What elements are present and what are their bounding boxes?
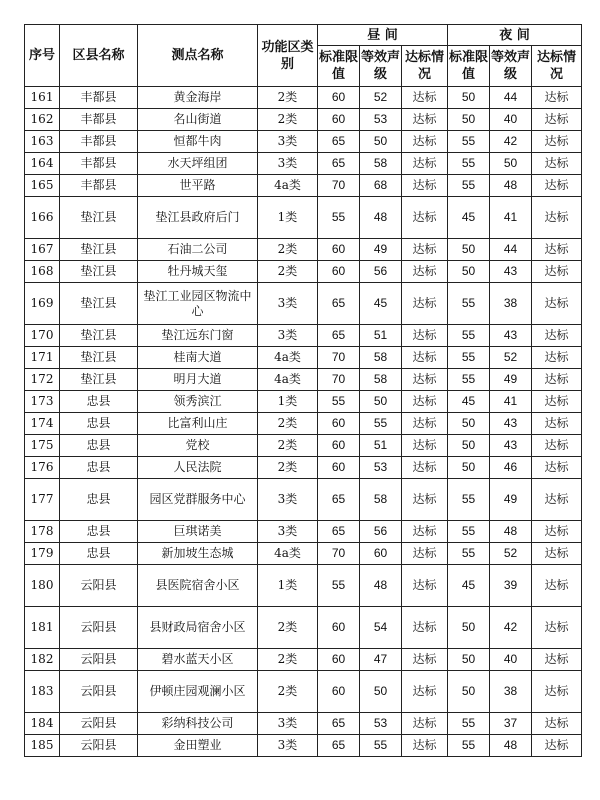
night-level-cell: 48 bbox=[490, 521, 532, 543]
table-row bbox=[25, 413, 582, 435]
table-row bbox=[25, 607, 582, 649]
night-limit-cell: 50 bbox=[448, 457, 490, 479]
day-limit-cell: 60 bbox=[318, 87, 360, 109]
night-limit-cell: 55 bbox=[448, 369, 490, 391]
night-level-cell: 40 bbox=[490, 109, 532, 131]
county-name-cell: 丰都县 bbox=[60, 175, 138, 197]
night-status-cell: 达标 bbox=[532, 131, 582, 153]
zone-type-cell: 2类 bbox=[258, 239, 318, 261]
zone-type-cell: 3类 bbox=[258, 479, 318, 521]
row-index-cell: 185 bbox=[25, 735, 60, 757]
night-level-cell: 38 bbox=[490, 671, 532, 713]
night-limit-cell: 50 bbox=[448, 671, 490, 713]
day-level-cell: 50 bbox=[360, 131, 402, 153]
day-status-cell: 达标 bbox=[402, 131, 448, 153]
night-status-cell: 达标 bbox=[532, 239, 582, 261]
row-index-cell: 176 bbox=[25, 457, 60, 479]
night-limit-cell: 55 bbox=[448, 713, 490, 735]
night-level-cell: 41 bbox=[490, 391, 532, 413]
zone-type-cell: 2类 bbox=[258, 649, 318, 671]
county-name-cell: 忠县 bbox=[60, 435, 138, 457]
row-index-cell: 167 bbox=[25, 239, 60, 261]
site-name-cell: 巨琪诺美 bbox=[138, 521, 258, 543]
zone-type-cell: 1类 bbox=[258, 565, 318, 607]
night-level-cell: 46 bbox=[490, 457, 532, 479]
night-status-cell: 达标 bbox=[532, 457, 582, 479]
site-name-cell: 桂南大道 bbox=[138, 347, 258, 369]
night-limit-cell: 55 bbox=[448, 175, 490, 197]
zone-type-cell: 2类 bbox=[258, 413, 318, 435]
day-limit-cell: 60 bbox=[318, 109, 360, 131]
day-limit-cell: 70 bbox=[318, 369, 360, 391]
day-limit-cell: 65 bbox=[318, 521, 360, 543]
noise-monitoring-table bbox=[24, 24, 582, 757]
night-limit-cell: 50 bbox=[448, 435, 490, 457]
site-name-cell: 垫江工业园区物流中心 bbox=[138, 283, 258, 325]
day-limit-cell: 60 bbox=[318, 607, 360, 649]
day-limit-cell: 65 bbox=[318, 283, 360, 325]
night-limit-cell: 50 bbox=[448, 649, 490, 671]
table-header bbox=[25, 25, 582, 87]
day-level-cell: 68 bbox=[360, 175, 402, 197]
county-name-cell: 忠县 bbox=[60, 521, 138, 543]
county-name-cell: 垫江县 bbox=[60, 369, 138, 391]
county-name-cell: 垫江县 bbox=[60, 261, 138, 283]
county-name-cell: 丰都县 bbox=[60, 109, 138, 131]
site-name-cell: 世平路 bbox=[138, 175, 258, 197]
table-row bbox=[25, 153, 582, 175]
day-level-cell: 58 bbox=[360, 479, 402, 521]
day-status-cell: 达标 bbox=[402, 261, 448, 283]
row-index-cell: 179 bbox=[25, 543, 60, 565]
site-name-cell: 比富利山庄 bbox=[138, 413, 258, 435]
row-index-cell: 168 bbox=[25, 261, 60, 283]
site-name-cell: 金田塑业 bbox=[138, 735, 258, 757]
header-day bbox=[318, 25, 448, 46]
header-index: 序号 bbox=[25, 25, 60, 87]
table-row bbox=[25, 671, 582, 713]
day-level-cell: 50 bbox=[360, 391, 402, 413]
table-row bbox=[25, 369, 582, 391]
day-status-cell: 达标 bbox=[402, 543, 448, 565]
day-level-cell: 53 bbox=[360, 713, 402, 735]
day-limit-cell: 60 bbox=[318, 413, 360, 435]
night-limit-cell: 55 bbox=[448, 543, 490, 565]
night-limit-cell: 55 bbox=[448, 479, 490, 521]
table-row bbox=[25, 713, 582, 735]
table-row bbox=[25, 565, 582, 607]
day-level-cell: 58 bbox=[360, 347, 402, 369]
day-status-cell: 达标 bbox=[402, 197, 448, 239]
night-level-cell: 42 bbox=[490, 131, 532, 153]
row-index-cell: 166 bbox=[25, 197, 60, 239]
day-level-cell: 45 bbox=[360, 283, 402, 325]
site-name-cell: 明月大道 bbox=[138, 369, 258, 391]
day-level-cell: 56 bbox=[360, 261, 402, 283]
night-level-cell: 52 bbox=[490, 347, 532, 369]
night-status-cell: 达标 bbox=[532, 261, 582, 283]
row-index-cell: 170 bbox=[25, 325, 60, 347]
table-row bbox=[25, 261, 582, 283]
night-level-cell: 48 bbox=[490, 735, 532, 757]
night-limit-cell: 45 bbox=[448, 197, 490, 239]
day-status-cell: 达标 bbox=[402, 109, 448, 131]
header-night bbox=[448, 25, 582, 46]
night-status-cell: 达标 bbox=[532, 649, 582, 671]
table-row bbox=[25, 649, 582, 671]
day-limit-cell: 65 bbox=[318, 131, 360, 153]
site-name-cell: 领秀滨江 bbox=[138, 391, 258, 413]
night-limit-cell: 50 bbox=[448, 239, 490, 261]
row-index-cell: 181 bbox=[25, 607, 60, 649]
site-name-cell: 水天坪组团 bbox=[138, 153, 258, 175]
zone-type-cell: 2类 bbox=[258, 671, 318, 713]
zone-type-cell: 4a类 bbox=[258, 347, 318, 369]
site-name-cell: 人民法院 bbox=[138, 457, 258, 479]
night-status-cell: 达标 bbox=[532, 347, 582, 369]
day-limit-cell: 60 bbox=[318, 239, 360, 261]
night-level-cell: 39 bbox=[490, 565, 532, 607]
night-limit-cell: 55 bbox=[448, 325, 490, 347]
day-level-cell: 60 bbox=[360, 543, 402, 565]
night-limit-cell: 55 bbox=[448, 521, 490, 543]
row-index-cell: 177 bbox=[25, 479, 60, 521]
table-row bbox=[25, 347, 582, 369]
night-status-cell: 达标 bbox=[532, 543, 582, 565]
zone-type-cell: 3类 bbox=[258, 521, 318, 543]
night-level-cell: 44 bbox=[490, 87, 532, 109]
table-row bbox=[25, 175, 582, 197]
day-level-cell: 53 bbox=[360, 109, 402, 131]
county-name-cell: 云阳县 bbox=[60, 565, 138, 607]
header-night-level: 等效声级 bbox=[490, 46, 532, 87]
county-name-cell: 云阳县 bbox=[60, 713, 138, 735]
county-name-cell: 垫江县 bbox=[60, 197, 138, 239]
day-level-cell: 55 bbox=[360, 735, 402, 757]
day-limit-cell: 65 bbox=[318, 325, 360, 347]
county-name-cell: 云阳县 bbox=[60, 735, 138, 757]
night-level-cell: 49 bbox=[490, 479, 532, 521]
row-index-cell: 169 bbox=[25, 283, 60, 325]
zone-type-cell: 2类 bbox=[258, 457, 318, 479]
table-row bbox=[25, 543, 582, 565]
table-row bbox=[25, 131, 582, 153]
day-limit-cell: 60 bbox=[318, 261, 360, 283]
zone-type-cell: 4a类 bbox=[258, 543, 318, 565]
day-status-cell: 达标 bbox=[402, 671, 448, 713]
night-level-cell: 52 bbox=[490, 543, 532, 565]
night-status-cell: 达标 bbox=[532, 479, 582, 521]
table-row bbox=[25, 283, 582, 325]
header-night-status: 达标情况 bbox=[532, 46, 582, 87]
day-level-cell: 49 bbox=[360, 239, 402, 261]
day-level-cell: 54 bbox=[360, 607, 402, 649]
night-level-cell: 43 bbox=[490, 413, 532, 435]
county-name-cell: 垫江县 bbox=[60, 325, 138, 347]
table-row bbox=[25, 87, 582, 109]
night-limit-cell: 50 bbox=[448, 109, 490, 131]
night-status-cell: 达标 bbox=[532, 369, 582, 391]
table-row bbox=[25, 479, 582, 521]
night-status-cell: 达标 bbox=[532, 607, 582, 649]
header-site: 测点名称 bbox=[138, 25, 258, 87]
site-name-cell: 石油二公司 bbox=[138, 239, 258, 261]
row-index-cell: 184 bbox=[25, 713, 60, 735]
table-row bbox=[25, 239, 582, 261]
day-limit-cell: 65 bbox=[318, 735, 360, 757]
zone-type-cell: 1类 bbox=[258, 197, 318, 239]
night-status-cell: 达标 bbox=[532, 175, 582, 197]
night-limit-cell: 55 bbox=[448, 153, 490, 175]
night-limit-cell: 55 bbox=[448, 131, 490, 153]
night-level-cell: 44 bbox=[490, 239, 532, 261]
table-body bbox=[25, 87, 582, 757]
row-index-cell: 180 bbox=[25, 565, 60, 607]
county-name-cell: 垫江县 bbox=[60, 239, 138, 261]
day-limit-cell: 70 bbox=[318, 543, 360, 565]
site-name-cell: 园区党群服务中心 bbox=[138, 479, 258, 521]
day-level-cell: 58 bbox=[360, 369, 402, 391]
day-limit-cell: 65 bbox=[318, 153, 360, 175]
county-name-cell: 云阳县 bbox=[60, 671, 138, 713]
night-status-cell: 达标 bbox=[532, 435, 582, 457]
night-limit-cell: 50 bbox=[448, 413, 490, 435]
day-limit-cell: 70 bbox=[318, 347, 360, 369]
night-status-cell: 达标 bbox=[532, 565, 582, 607]
day-level-cell: 55 bbox=[360, 413, 402, 435]
night-level-cell: 43 bbox=[490, 435, 532, 457]
night-level-cell: 42 bbox=[490, 607, 532, 649]
table-row bbox=[25, 109, 582, 131]
night-limit-cell: 45 bbox=[448, 391, 490, 413]
night-status-cell: 达标 bbox=[532, 521, 582, 543]
zone-type-cell: 4a类 bbox=[258, 175, 318, 197]
site-name-cell: 县财政局宿舍小区 bbox=[138, 607, 258, 649]
night-limit-cell: 50 bbox=[448, 607, 490, 649]
zone-type-cell: 2类 bbox=[258, 435, 318, 457]
day-status-cell: 达标 bbox=[402, 413, 448, 435]
night-level-cell: 43 bbox=[490, 325, 532, 347]
night-level-cell: 50 bbox=[490, 153, 532, 175]
header-night-limit: 标准限值 bbox=[448, 46, 490, 87]
day-status-cell: 达标 bbox=[402, 521, 448, 543]
zone-type-cell: 2类 bbox=[258, 109, 318, 131]
county-name-cell: 云阳县 bbox=[60, 607, 138, 649]
day-status-cell: 达标 bbox=[402, 283, 448, 325]
night-level-cell: 38 bbox=[490, 283, 532, 325]
night-status-cell: 达标 bbox=[532, 671, 582, 713]
night-limit-cell: 55 bbox=[448, 347, 490, 369]
row-index-cell: 172 bbox=[25, 369, 60, 391]
night-limit-cell: 50 bbox=[448, 261, 490, 283]
day-status-cell: 达标 bbox=[402, 369, 448, 391]
site-name-cell: 恒都牛肉 bbox=[138, 131, 258, 153]
day-limit-cell: 60 bbox=[318, 649, 360, 671]
night-status-cell: 达标 bbox=[532, 87, 582, 109]
night-limit-cell: 45 bbox=[448, 565, 490, 607]
night-level-cell: 37 bbox=[490, 713, 532, 735]
day-level-cell: 56 bbox=[360, 521, 402, 543]
day-status-cell: 达标 bbox=[402, 325, 448, 347]
night-status-cell: 达标 bbox=[532, 153, 582, 175]
row-index-cell: 183 bbox=[25, 671, 60, 713]
day-limit-cell: 60 bbox=[318, 435, 360, 457]
day-status-cell: 达标 bbox=[402, 735, 448, 757]
day-status-cell: 达标 bbox=[402, 239, 448, 261]
day-level-cell: 48 bbox=[360, 197, 402, 239]
county-name-cell: 丰都县 bbox=[60, 87, 138, 109]
night-status-cell: 达标 bbox=[532, 735, 582, 757]
night-status-cell: 达标 bbox=[532, 713, 582, 735]
zone-type-cell: 2类 bbox=[258, 607, 318, 649]
site-name-cell: 彩纳科技公司 bbox=[138, 713, 258, 735]
day-status-cell: 达标 bbox=[402, 565, 448, 607]
day-status-cell: 达标 bbox=[402, 347, 448, 369]
zone-type-cell: 4a类 bbox=[258, 369, 318, 391]
day-level-cell: 51 bbox=[360, 325, 402, 347]
day-limit-cell: 70 bbox=[318, 175, 360, 197]
site-name-cell: 垫江县政府后门 bbox=[138, 197, 258, 239]
day-status-cell: 达标 bbox=[402, 153, 448, 175]
night-limit-cell: 55 bbox=[448, 735, 490, 757]
site-name-cell: 县医院宿舍小区 bbox=[138, 565, 258, 607]
day-limit-cell: 65 bbox=[318, 479, 360, 521]
site-name-cell: 伊顿庄园观澜小区 bbox=[138, 671, 258, 713]
county-name-cell: 忠县 bbox=[60, 391, 138, 413]
row-index-cell: 165 bbox=[25, 175, 60, 197]
day-level-cell: 47 bbox=[360, 649, 402, 671]
day-status-cell: 达标 bbox=[402, 175, 448, 197]
day-status-cell: 达标 bbox=[402, 435, 448, 457]
zone-type-cell: 2类 bbox=[258, 87, 318, 109]
row-index-cell: 182 bbox=[25, 649, 60, 671]
table-row bbox=[25, 435, 582, 457]
county-name-cell: 忠县 bbox=[60, 479, 138, 521]
site-name-cell: 党校 bbox=[138, 435, 258, 457]
table-row bbox=[25, 325, 582, 347]
night-status-cell: 达标 bbox=[532, 391, 582, 413]
night-level-cell: 49 bbox=[490, 369, 532, 391]
day-status-cell: 达标 bbox=[402, 479, 448, 521]
day-level-cell: 52 bbox=[360, 87, 402, 109]
county-name-cell: 忠县 bbox=[60, 457, 138, 479]
row-index-cell: 163 bbox=[25, 131, 60, 153]
site-name-cell: 新加坡生态城 bbox=[138, 543, 258, 565]
night-limit-cell: 55 bbox=[448, 283, 490, 325]
zone-type-cell: 3类 bbox=[258, 153, 318, 175]
day-limit-cell: 55 bbox=[318, 565, 360, 607]
zone-type-cell: 3类 bbox=[258, 325, 318, 347]
zone-type-cell: 1类 bbox=[258, 391, 318, 413]
county-name-cell: 丰都县 bbox=[60, 131, 138, 153]
site-name-cell: 碧水蓝天小区 bbox=[138, 649, 258, 671]
county-name-cell: 云阳县 bbox=[60, 649, 138, 671]
day-limit-cell: 60 bbox=[318, 457, 360, 479]
table-row bbox=[25, 391, 582, 413]
site-name-cell: 垫江远东门窗 bbox=[138, 325, 258, 347]
county-name-cell: 忠县 bbox=[60, 413, 138, 435]
county-name-cell: 忠县 bbox=[60, 543, 138, 565]
day-status-cell: 达标 bbox=[402, 457, 448, 479]
county-name-cell: 垫江县 bbox=[60, 347, 138, 369]
county-name-cell: 垫江县 bbox=[60, 283, 138, 325]
header-day-label: 昼 间 bbox=[367, 27, 398, 43]
zone-type-cell: 3类 bbox=[258, 735, 318, 757]
header-night-label: 夜 间 bbox=[499, 27, 530, 43]
table-row bbox=[25, 457, 582, 479]
row-index-cell: 173 bbox=[25, 391, 60, 413]
site-name-cell: 黄金海岸 bbox=[138, 87, 258, 109]
row-index-cell: 164 bbox=[25, 153, 60, 175]
day-status-cell: 达标 bbox=[402, 607, 448, 649]
row-index-cell: 162 bbox=[25, 109, 60, 131]
day-status-cell: 达标 bbox=[402, 391, 448, 413]
table-row bbox=[25, 197, 582, 239]
zone-type-cell: 3类 bbox=[258, 713, 318, 735]
night-level-cell: 48 bbox=[490, 175, 532, 197]
day-level-cell: 50 bbox=[360, 671, 402, 713]
header-day-level: 等效声级 bbox=[360, 46, 402, 87]
row-index-cell: 171 bbox=[25, 347, 60, 369]
day-limit-cell: 55 bbox=[318, 391, 360, 413]
day-status-cell: 达标 bbox=[402, 87, 448, 109]
night-status-cell: 达标 bbox=[532, 109, 582, 131]
day-limit-cell: 55 bbox=[318, 197, 360, 239]
day-level-cell: 48 bbox=[360, 565, 402, 607]
day-limit-cell: 60 bbox=[318, 671, 360, 713]
night-status-cell: 达标 bbox=[532, 413, 582, 435]
night-status-cell: 达标 bbox=[532, 283, 582, 325]
day-status-cell: 达标 bbox=[402, 649, 448, 671]
zone-type-cell: 3类 bbox=[258, 283, 318, 325]
header-day-status: 达标情况 bbox=[402, 46, 448, 87]
site-name-cell: 名山街道 bbox=[138, 109, 258, 131]
site-name-cell: 牡丹城天玺 bbox=[138, 261, 258, 283]
night-status-cell: 达标 bbox=[532, 197, 582, 239]
night-level-cell: 41 bbox=[490, 197, 532, 239]
zone-type-cell: 3类 bbox=[258, 131, 318, 153]
table-row bbox=[25, 735, 582, 757]
row-index-cell: 174 bbox=[25, 413, 60, 435]
row-index-cell: 161 bbox=[25, 87, 60, 109]
header-zone-type: 功能区类别 bbox=[258, 25, 318, 87]
header-county: 区县名称 bbox=[60, 25, 138, 87]
zone-type-cell: 2类 bbox=[258, 261, 318, 283]
day-limit-cell: 65 bbox=[318, 713, 360, 735]
row-index-cell: 178 bbox=[25, 521, 60, 543]
night-limit-cell: 50 bbox=[448, 87, 490, 109]
night-status-cell: 达标 bbox=[532, 325, 582, 347]
row-index-cell: 175 bbox=[25, 435, 60, 457]
table-row bbox=[25, 521, 582, 543]
header-day-limit: 标准限值 bbox=[318, 46, 360, 87]
night-level-cell: 43 bbox=[490, 261, 532, 283]
night-level-cell: 40 bbox=[490, 649, 532, 671]
day-level-cell: 53 bbox=[360, 457, 402, 479]
day-level-cell: 58 bbox=[360, 153, 402, 175]
county-name-cell: 丰都县 bbox=[60, 153, 138, 175]
day-level-cell: 51 bbox=[360, 435, 402, 457]
day-status-cell: 达标 bbox=[402, 713, 448, 735]
